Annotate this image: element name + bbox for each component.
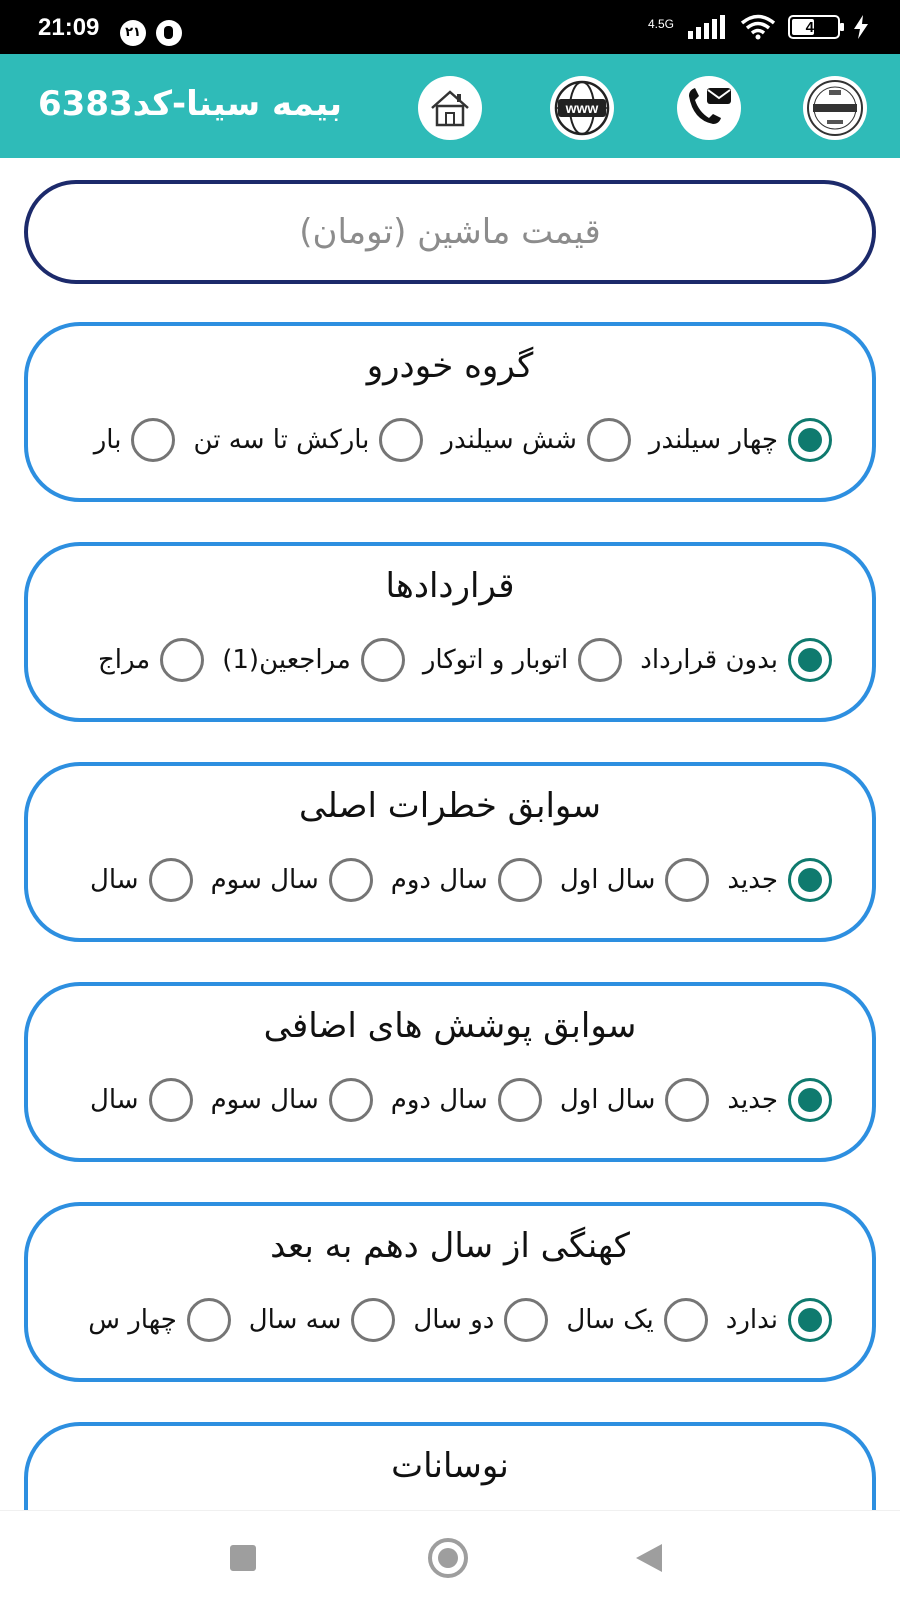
radio-option[interactable] <box>391 858 542 902</box>
status-indicators <box>648 14 870 40</box>
radio-label: مراجعین(1) <box>222 645 351 675</box>
radio-unchecked-icon[interactable] <box>361 638 405 682</box>
home-button[interactable] <box>418 76 482 140</box>
radio-label: سال دوم <box>390 865 488 895</box>
radio-option[interactable] <box>727 858 832 902</box>
radio-label: سه سال <box>248 1305 342 1335</box>
option-card <box>24 1202 876 1382</box>
battery-level: 45 <box>805 18 823 36</box>
radio-label: بار <box>93 425 122 455</box>
radio-checked-icon[interactable] <box>788 1078 832 1122</box>
radio-label: یک سال <box>566 1305 654 1335</box>
home-icon <box>428 88 472 128</box>
radio-unchecked-icon[interactable] <box>160 638 204 682</box>
battery-icon <box>788 15 840 39</box>
app-bar <box>0 54 900 158</box>
website-button[interactable] <box>550 76 614 140</box>
radio-label: دو سال <box>413 1305 495 1335</box>
radio-label: سال اول <box>559 865 656 895</box>
signal-icon <box>686 15 728 39</box>
card-title: کهنگی از سال دهم به بعد <box>270 1226 630 1266</box>
radio-option[interactable] <box>94 418 176 462</box>
status-bar <box>0 0 900 54</box>
www-label: www <box>565 100 599 116</box>
radio-option[interactable] <box>640 638 832 682</box>
radio-label: سال سوم <box>210 865 319 895</box>
card-title: گروه خودرو <box>366 346 534 386</box>
www-globe-icon <box>552 78 612 138</box>
radio-option[interactable] <box>441 418 630 462</box>
radio-option[interactable] <box>193 418 423 462</box>
radio-label: چهار سیلندر <box>648 425 778 455</box>
radio-checked-icon[interactable] <box>788 858 832 902</box>
radio-option[interactable] <box>649 418 832 462</box>
recents-button[interactable] <box>230 1545 256 1571</box>
radio-unchecked-icon[interactable] <box>131 418 175 462</box>
card-title: سوابق پوشش های اضافی <box>263 1006 637 1046</box>
radio-label: شش سیلندر <box>441 425 577 455</box>
radio-label: مراج <box>97 645 151 675</box>
home-nav-button[interactable] <box>428 1538 468 1578</box>
card-title: قراردادها <box>385 566 515 606</box>
radio-label: جدید <box>727 865 778 895</box>
contact-button[interactable] <box>677 76 741 140</box>
radio-unchecked-icon[interactable] <box>498 1078 542 1122</box>
phone-mail-icon <box>683 82 735 134</box>
radio-unchecked-icon[interactable] <box>578 638 622 682</box>
radio-label: بدون قرارداد <box>640 645 778 675</box>
car-price-input[interactable] <box>24 180 876 284</box>
charging-icon <box>852 15 870 39</box>
radio-label: سال سوم <box>210 1085 319 1115</box>
radio-unchecked-icon[interactable] <box>149 858 193 902</box>
option-card <box>24 762 876 942</box>
radio-checked-icon[interactable] <box>788 1298 832 1342</box>
app-title: بیمه سینا-کد6383 <box>38 84 343 124</box>
radio-unchecked-icon[interactable] <box>664 1298 708 1342</box>
radio-group <box>90 1078 832 1122</box>
company-logo-button[interactable] <box>803 76 867 140</box>
system-nav-bar <box>0 1510 900 1600</box>
radio-option[interactable] <box>98 638 204 682</box>
radio-option[interactable] <box>88 1298 231 1342</box>
radio-option[interactable] <box>211 1078 373 1122</box>
notification-app-icon <box>156 20 182 46</box>
option-card <box>24 982 876 1162</box>
radio-option[interactable] <box>90 858 193 902</box>
radio-checked-icon[interactable] <box>788 638 832 682</box>
status-time: 21:09 <box>38 14 100 41</box>
radio-option[interactable] <box>560 1078 710 1122</box>
radio-unchecked-icon[interactable] <box>504 1298 548 1342</box>
main-content <box>0 158 900 1510</box>
radio-unchecked-icon[interactable] <box>665 858 709 902</box>
radio-unchecked-icon[interactable] <box>329 1078 373 1122</box>
radio-unchecked-icon[interactable] <box>149 1078 193 1122</box>
radio-checked-icon[interactable] <box>788 418 832 462</box>
radio-option[interactable] <box>413 1298 548 1342</box>
radio-option[interactable] <box>249 1298 396 1342</box>
radio-label: سال <box>89 1085 139 1115</box>
radio-label: سال اول <box>559 1085 656 1115</box>
radio-label: چهار س <box>88 1305 177 1335</box>
radio-unchecked-icon[interactable] <box>187 1298 231 1342</box>
radio-group <box>94 418 832 462</box>
radio-option[interactable] <box>566 1298 707 1342</box>
radio-option[interactable] <box>222 638 405 682</box>
radio-option[interactable] <box>423 638 622 682</box>
radio-label: اتوبار و اتوکار <box>422 645 569 675</box>
notification-badge-icon: ۲۱ <box>120 20 146 46</box>
network-type: 4.5G <box>647 17 674 31</box>
option-card <box>24 1422 876 1510</box>
radio-option[interactable] <box>726 1298 832 1342</box>
card-title: سوابق خطرات اصلی <box>299 786 601 826</box>
radio-option[interactable] <box>727 1078 832 1122</box>
radio-group <box>98 638 832 682</box>
radio-unchecked-icon[interactable] <box>587 418 631 462</box>
radio-unchecked-icon[interactable] <box>665 1078 709 1122</box>
radio-option[interactable] <box>211 858 373 902</box>
radio-group <box>88 1298 832 1342</box>
radio-option[interactable] <box>391 1078 542 1122</box>
radio-unchecked-icon[interactable] <box>498 858 542 902</box>
company-logo-icon <box>805 78 865 138</box>
option-card <box>24 322 876 502</box>
radio-group <box>90 858 832 902</box>
radio-label: جدید <box>727 1085 778 1115</box>
radio-unchecked-icon[interactable] <box>379 418 423 462</box>
radio-option[interactable] <box>90 1078 193 1122</box>
radio-label: سال دوم <box>390 1085 488 1115</box>
back-button[interactable] <box>636 1544 662 1572</box>
car-price-placeholder: قیمت ماشین (تومان) <box>299 212 601 252</box>
radio-label: سال <box>89 865 139 895</box>
radio-option[interactable] <box>560 858 710 902</box>
radio-label: ندارد <box>725 1305 778 1335</box>
option-card <box>24 542 876 722</box>
radio-unchecked-icon[interactable] <box>351 1298 395 1342</box>
radio-label: بارکش تا سه تن <box>193 425 370 455</box>
wifi-icon <box>740 14 776 40</box>
card-title: نوسانات <box>391 1446 509 1486</box>
radio-unchecked-icon[interactable] <box>329 858 373 902</box>
